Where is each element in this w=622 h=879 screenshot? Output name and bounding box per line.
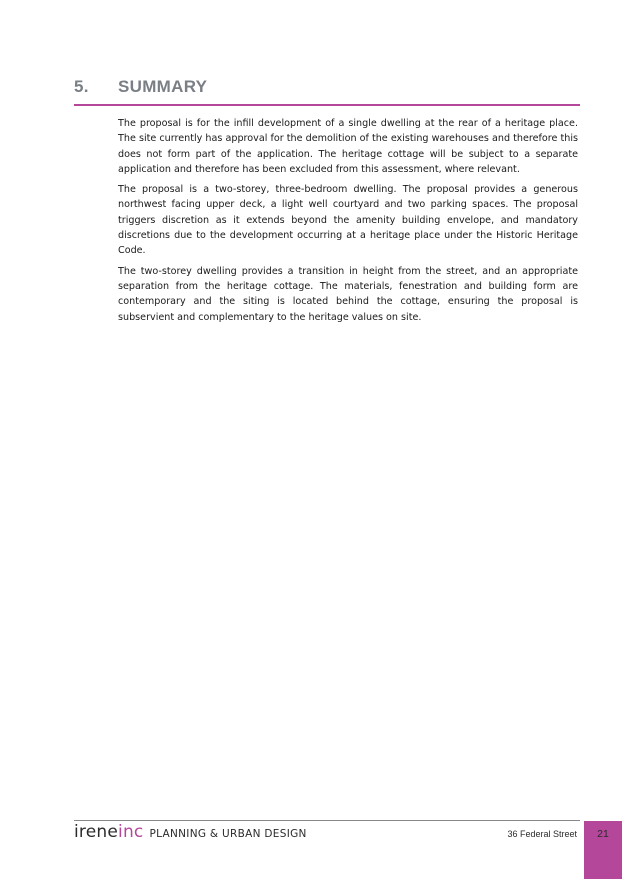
footer-brand-logo — [74, 822, 307, 844]
brand-name-part1: irene — [74, 822, 119, 842]
section-heading — [74, 74, 580, 104]
heading-divider — [74, 104, 580, 106]
section-number: 5. — [74, 77, 89, 96]
brand-tagline: PLANNING & URBAN DESIGN — [149, 828, 307, 840]
page-number: 21 — [597, 828, 609, 840]
paragraph-3: The two-storey dwelling provides a transition in height from the street, and an appropriate separation from the heritage cottage. The materials, fenestration and building form are contemporary and the siting is located behind the cottage, ensuring the proposal is subservient and complementary to the heritage values on site. — [118, 265, 578, 323]
summary-body — [118, 116, 578, 330]
brand-name-part2: inc — [118, 822, 144, 842]
footer-divider — [74, 820, 580, 821]
paragraph-1: The proposal is for the infill development of a single dwelling at the rear of a heritage place. The site currently has approval for the demolition of the existing warehouses and therefore this does not form part of the application. The heritage cottage will be subject to a separate application and therefore has been excluded from this assessment, where relevant. — [118, 118, 578, 175]
page-number-tab — [584, 821, 622, 879]
footer-address: 36 Federal Street — [507, 829, 577, 839]
paragraph-2: The proposal is a two-storey, three-bedroom dwelling. The proposal provides a generous northwest facing upper deck, a light well courtyard and two parking spaces. The proposal triggers discretion as it extends beyond the amenity building envelope, and mandatory discretions due to the development occurring at a heritage place under the Historic Heritage Code. — [118, 184, 578, 257]
section-title: SUMMARY — [118, 77, 208, 96]
